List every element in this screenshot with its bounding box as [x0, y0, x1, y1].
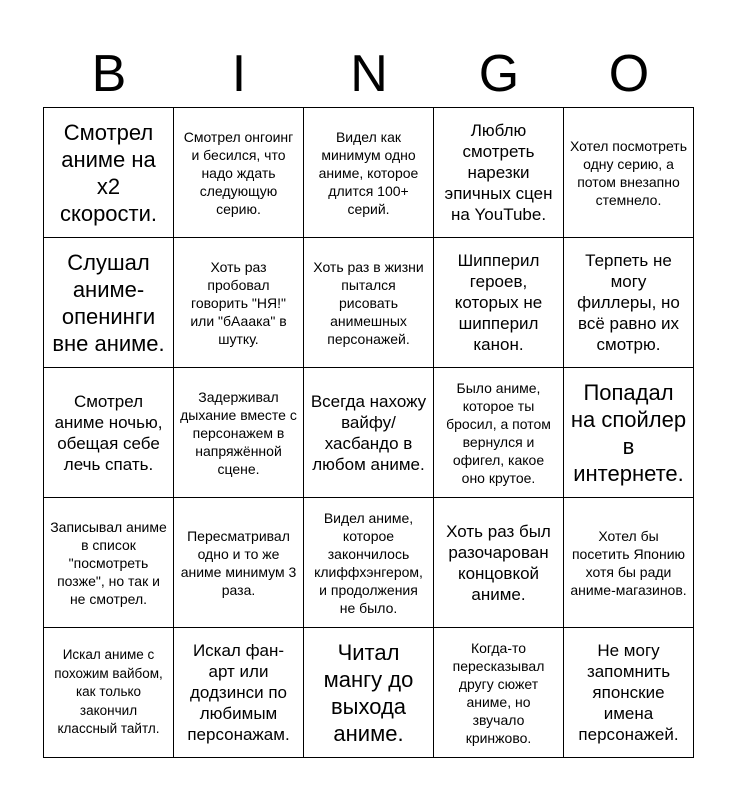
- bingo-cell-text: Попадал на спойлер в интернете.: [570, 379, 687, 486]
- header-letter-i: I: [231, 45, 247, 103]
- bingo-cell[interactable]: [174, 368, 304, 498]
- bingo-cell-text: Когда-то пересказывал другу сюжет аниме, но звучало кринжово.: [452, 639, 545, 746]
- bingo-cell-text: Искал аниме с похожим вайбом, как только закончил классный тайтл.: [54, 647, 163, 737]
- bingo-cell-text: Хоть раз был разочарован концовкой аниме.: [446, 521, 551, 604]
- bingo-cell[interactable]: [304, 238, 434, 368]
- header-letter-n: N: [350, 45, 388, 103]
- bingo-cell[interactable]: [174, 238, 304, 368]
- header-letter-g: G: [478, 45, 520, 103]
- bingo-cell[interactable]: [434, 498, 564, 628]
- bingo-cell-text: Видел аниме, которое закончилось клиффхэнгером, и продолжения не было.: [314, 509, 423, 616]
- bingo-cell-text: Терпеть не могу филлеры, но всё равно их смотрю.: [577, 251, 680, 354]
- bingo-cell[interactable]: [174, 628, 304, 758]
- bingo-cell[interactable]: [564, 108, 694, 238]
- bingo-cell-text: Смотрел аниме ночью, обещая себе лечь спать.: [54, 391, 163, 474]
- bingo-cell-text: Шипперил героев, которых не шипперил канон.: [454, 251, 543, 354]
- bingo-cell-text: Хоть раз пробовал говорить "НЯ!" или "бАаака" в шутку.: [190, 258, 287, 347]
- bingo-cell[interactable]: [304, 368, 434, 498]
- bingo-header: [44, 40, 694, 108]
- header-letter-b: B: [91, 45, 127, 103]
- bingo-cell[interactable]: [44, 368, 174, 498]
- bingo-cell[interactable]: [174, 108, 304, 238]
- bingo-cell[interactable]: [564, 628, 694, 758]
- bingo-cell-text: Видел как минимум одно аниме, которое длится 100+ серий.: [318, 128, 419, 217]
- bingo-cell[interactable]: [44, 628, 174, 758]
- bingo-cell-text: Люблю смотреть нарезки эпичных сцен на YouTube.: [444, 121, 553, 224]
- bingo-cell[interactable]: [434, 368, 564, 498]
- header-letter-o: O: [608, 45, 650, 103]
- bingo-cell-text: Смотрел онгоинг и бесился, что надо ждать следующую серию.: [183, 128, 294, 217]
- bingo-cell[interactable]: [434, 628, 564, 758]
- bingo-grid: [43, 107, 694, 758]
- bingo-cell[interactable]: [564, 238, 694, 368]
- bingo-cell-text: Хотел бы посетить Японию хотя бы ради аниме-магазинов.: [570, 527, 687, 598]
- bingo-cell[interactable]: [44, 238, 174, 368]
- bingo-cell-text: Искал фан-арт или додзинси по любимым персонажам.: [187, 641, 290, 744]
- bingo-cell[interactable]: [44, 498, 174, 628]
- bingo-cell-text: Задерживал дыхание вместе с персонажем в напряжённой сцене.: [180, 388, 297, 477]
- bingo-cell-text: Записывал аниме в список "посмотреть позже", но так и не смотрел.: [50, 518, 167, 607]
- bingo-cell-text: Хотел посмотреть одну серию, а потом внезапно стемнело.: [570, 137, 687, 208]
- bingo-cell[interactable]: [564, 498, 694, 628]
- bingo-cell[interactable]: [434, 238, 564, 368]
- bingo-cell-text: Смотрел аниме на х2 скорости.: [59, 119, 158, 226]
- bingo-cell[interactable]: [304, 108, 434, 238]
- bingo-cell-text: Слушал аниме-опенинги вне аниме.: [52, 249, 165, 356]
- bingo-cell[interactable]: [304, 498, 434, 628]
- bingo-cell-text: Пересматривал одно и то же аниме минимум 3 раза.: [180, 527, 297, 598]
- bingo-cell-text: Читал мангу до выхода аниме.: [323, 639, 414, 746]
- bingo-cell[interactable]: [304, 628, 434, 758]
- bingo-cell-text: Хоть раз в жизни пытался рисовать анимешных персонажей.: [313, 258, 424, 347]
- bingo-cell-text: Всегда нахожу вайфу/ хасбандо в любом аниме.: [310, 391, 427, 474]
- bingo-cell[interactable]: [174, 498, 304, 628]
- bingo-cell[interactable]: [564, 368, 694, 498]
- bingo-cell-text: Было аниме, которое ты бросил, а потом вернулся и офигел, какое оно крутое.: [446, 379, 551, 486]
- bingo-cell[interactable]: [44, 108, 174, 238]
- bingo-cell-text: Не могу запомнить японские имена персонажей.: [578, 641, 679, 744]
- bingo-cell[interactable]: [434, 108, 564, 238]
